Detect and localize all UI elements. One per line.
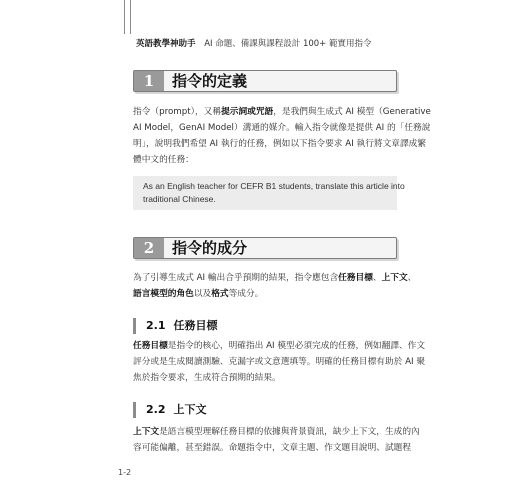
paragraph-line: 評分或是生成閱讀測驗、克漏字或文意選填等。明確的任務目標有助於 AI 聚	[133, 357, 426, 367]
example-line: As an English teacher for CEFR B1 students, translate this article into	[143, 181, 405, 191]
paragraph-line: 語言模型的角色以及格式等成分。	[133, 289, 264, 299]
paragraph-line: 為了引導生成式 AI 輸出合乎預期的結果，指令應包含任務目標、上下文、	[133, 273, 417, 283]
task-goal-paragraph	[133, 338, 426, 386]
book-title: 英語教學神助手	[136, 39, 196, 49]
definition-paragraph	[133, 104, 431, 168]
section-number-1: 1	[134, 71, 164, 91]
paragraph-line: AI Model，GenAI Model）溝通的媒介。輸入指令就像是提供 AI 的「任務說	[133, 123, 431, 133]
subsection-heading-2-1: 2.1 任務目標	[133, 318, 218, 334]
header-rule-left	[124, 0, 125, 34]
paragraph-line: 任務目標是指令的核心，明確指出 AI 模型必須完成的任務，例如翻譯、作文	[133, 341, 426, 351]
paragraph-line: 明」，說明我們希望 AI 執行的任務，例如以下指令要求 AI 執行將文章譯成繁	[133, 139, 427, 149]
subsection-heading-2-2: 2.2 上下文	[133, 402, 207, 418]
context-paragraph	[133, 424, 420, 456]
page-number: 1-2	[118, 468, 132, 477]
components-paragraph	[133, 270, 417, 302]
paragraph-line: 體中文的任務：	[133, 155, 194, 165]
section-heading-1	[133, 70, 397, 92]
running-header	[136, 37, 372, 49]
header-rule-right	[130, 0, 131, 34]
paragraph-line: 上下文是語言模型理解任務目標的依據與背景資訊，缺少上下文，生成的內	[133, 427, 420, 437]
paragraph-line: 容可能偏離，甚至錯誤。命題指令中，文章主題、作文題目說明、試題程	[133, 443, 411, 453]
paragraph-line: 指令（prompt），又稱提示詞或咒語，是我們與生成式 AI 模型（Generative	[133, 107, 431, 117]
paragraph-line: 焦於指令要求，生成符合預期的結果。	[133, 373, 281, 383]
section-title-1: 指令的定義	[172, 72, 248, 90]
book-subtitle: AI 命題、備課與課程設計 100+ 範實用指令	[204, 39, 372, 49]
section-title-2: 指令的成分	[172, 239, 248, 257]
prompt-example-box	[133, 176, 405, 210]
example-line: traditional Chinese.	[143, 194, 216, 204]
section-number-2: 2	[134, 238, 164, 258]
section-heading-2	[133, 237, 397, 259]
